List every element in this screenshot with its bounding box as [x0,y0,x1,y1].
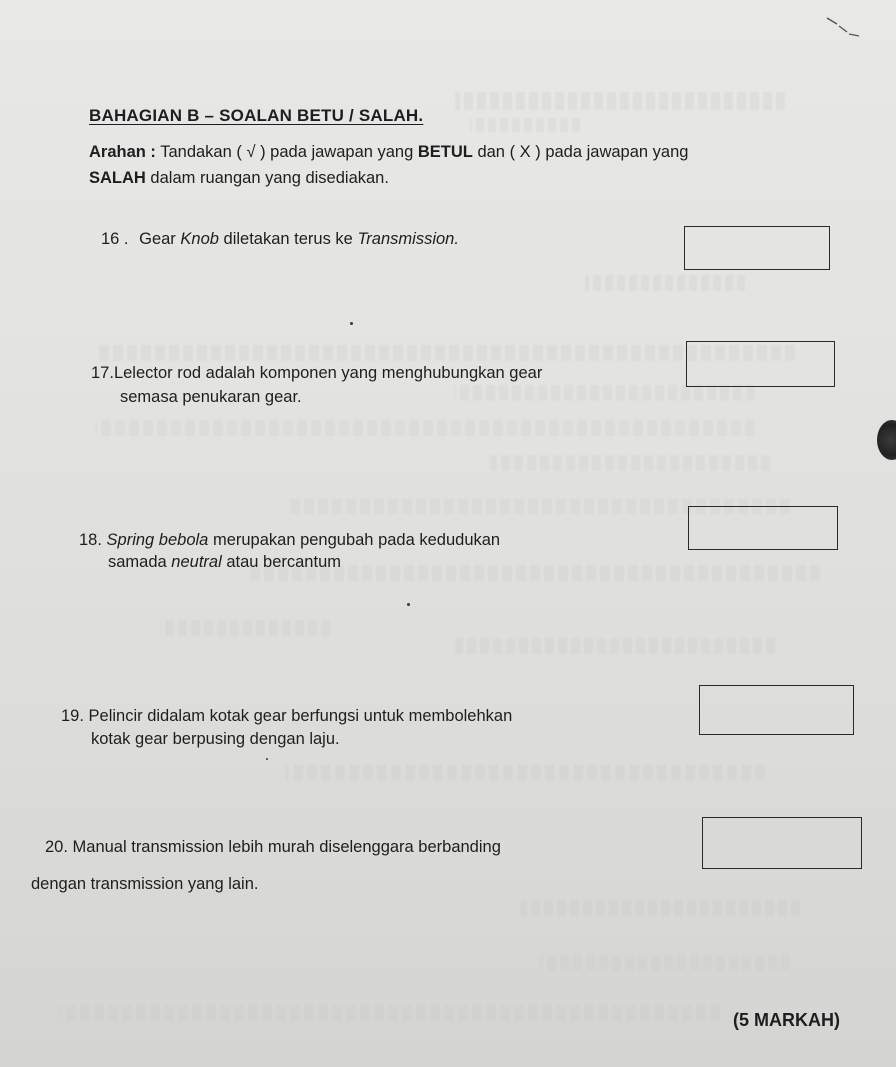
instructions-line-1 [89,143,688,162]
speck [266,758,268,760]
show-through-texture [285,765,765,781]
question-number: 17. [91,364,114,382]
show-through-texture [490,455,770,471]
answer-box-20[interactable] [702,817,862,869]
answer-box-19[interactable] [699,685,854,735]
show-through-texture [455,638,775,654]
question-18 [79,529,500,551]
marks-label: (5 MARKAH) [733,1010,840,1030]
answer-box-16[interactable] [684,226,830,270]
answer-box-18[interactable] [688,506,838,550]
question-text: Pelincir didalam kotak gear berfungsi untuk membolehkan [88,707,513,725]
question-text-part: samada [108,553,172,571]
arahan-label: Arahan : [89,143,156,161]
question-19 [61,705,512,727]
question-text-italic: Knob [180,230,219,248]
section-heading: BAHAGIAN B – SOALAN BETU / SALAH. [89,106,424,125]
show-through-texture [160,620,330,636]
question-number: 16 . [101,230,129,248]
question-text [139,230,459,248]
speck [407,603,410,606]
question-number: 19. [61,707,84,725]
question-16 [101,228,459,250]
question-text-italic: Transmission. [357,230,459,248]
show-through-texture [60,1005,720,1021]
question-text: merupakan pengubah pada kedudukan [208,531,501,549]
show-through-texture [520,900,800,916]
instructions-text: Tandakan ( √ ) pada jawapan yang [155,143,418,161]
question-text-part: Gear [139,230,181,248]
salah-keyword: SALAH [89,169,146,187]
question-20 [45,836,501,858]
question-text-italic: neutral [171,553,222,571]
question-18-line-2 [108,551,341,573]
question-text: Manual transmission lebih murah diselenggara berbanding [72,838,501,856]
show-through-texture [95,420,755,436]
question-17 [91,362,542,384]
instructions-text: dalam ruangan yang disediakan. [145,169,389,187]
instructions-line-2 [89,169,389,188]
question-text-italic: Spring bebola [106,531,209,549]
answer-box-17[interactable] [686,341,835,387]
show-through-texture [470,118,580,132]
speck [350,322,353,325]
question-number: 20. [45,838,68,856]
question-text-part: diletakan terus ke [218,230,358,248]
show-through-texture [455,385,755,401]
show-through-texture [585,275,745,291]
instructions-text: dan ( X ) pada jawapan yang [472,143,689,161]
question-text-part: atau bercantum [221,553,341,571]
question-17-line-2: semasa penukaran gear. [120,388,302,406]
show-through-texture [455,92,785,110]
betul-keyword: BETUL [417,143,473,161]
question-20-line-2: dengan transmission yang lain. [31,875,259,893]
show-through-texture [540,955,790,971]
pen-mark [825,14,861,38]
binder-hole [877,420,896,460]
question-19-line-2: kotak gear berpusing dengan laju. [91,730,340,748]
question-number: 18. [79,531,102,549]
question-text: Lelector rod adalah komponen yang menghubungkan gear [113,364,543,382]
